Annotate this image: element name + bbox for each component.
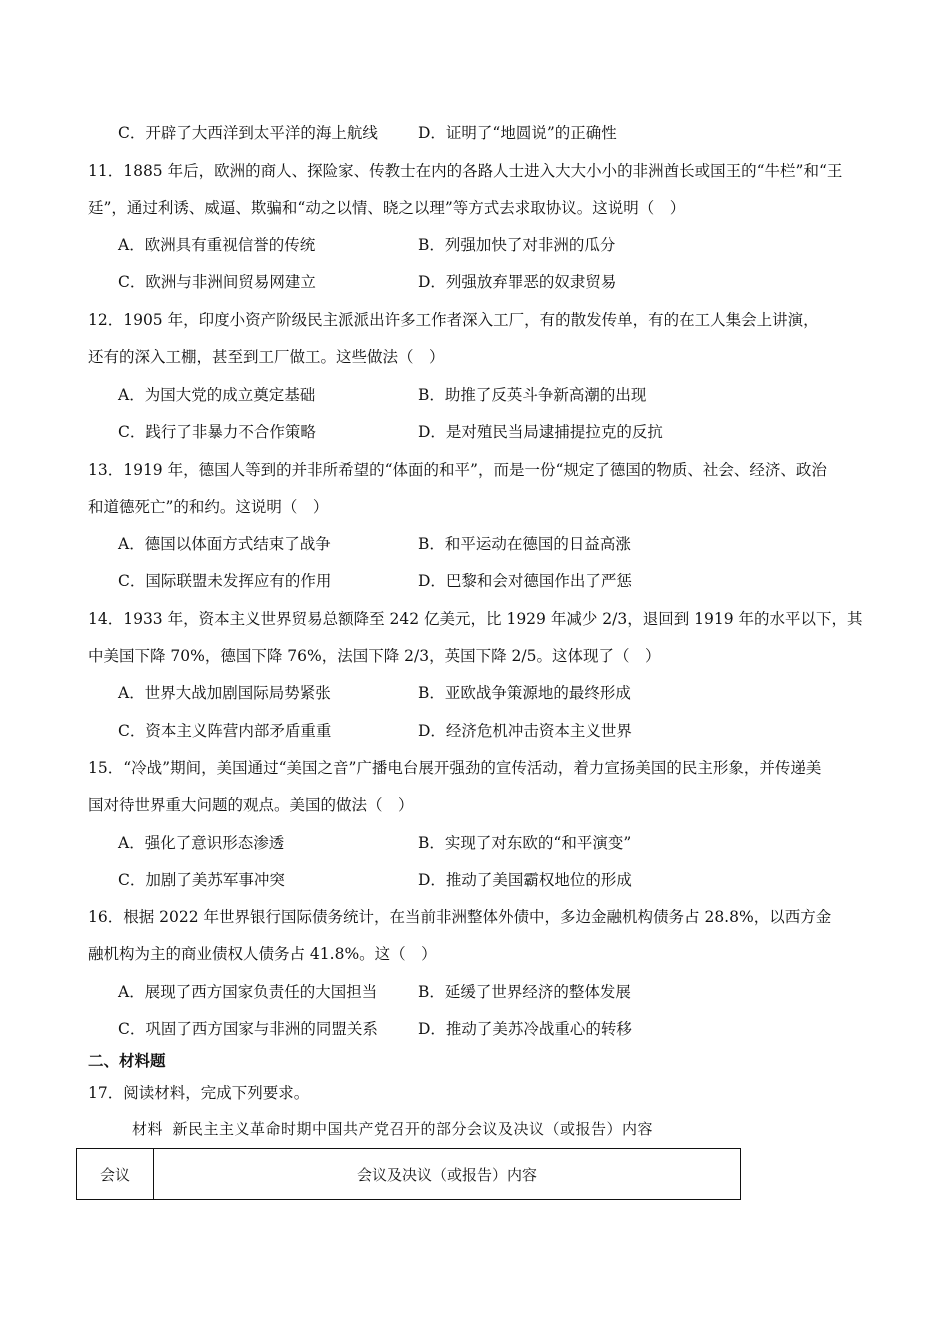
q11-option-d: D．列强放弃罪恶的奴隶贸易	[418, 273, 617, 291]
q14-option-a: A．世界大战加剧国际局势紧张	[118, 684, 331, 702]
q12-stem-line2: 还有的深入工棚，甚至到工厂做工。这些做法（ ）	[88, 348, 445, 366]
section-title: 二、材料题	[88, 1051, 166, 1070]
q17-stem: 17．阅读材料，完成下列要求。	[88, 1084, 310, 1102]
q14-stem-line2: 中美国下降 70%，德国下降 76%，法国下降 2/3，英国下降 2/5。这体现了（ ）	[88, 647, 661, 665]
q13-option-d: D．巴黎和会对德国作出了严惩	[418, 572, 632, 590]
table-header-content: 会议及决议（或报告）内容	[154, 1149, 741, 1200]
q13-option-a: A．德国以体面方式结束了战争	[118, 535, 331, 553]
q16-option-a: A．展现了西方国家负责任的大国担当	[118, 983, 378, 1001]
q13-option-b: B．和平运动在德国的日益高涨	[418, 535, 631, 553]
table-header-meeting: 会议	[77, 1149, 154, 1200]
table-header-row	[77, 1149, 741, 1200]
q15-option-d: D．推动了美国霸权地位的形成	[418, 871, 632, 889]
q13-option-c: C．国际联盟未发挥应有的作用	[118, 572, 332, 590]
q16-stem-line2: 融机构为主的商业债权人债务占 41.8%。这（ ）	[88, 945, 437, 963]
q14-option-c: C．资本主义阵营内部矛盾重重	[118, 722, 332, 740]
q15-option-a: A．强化了意识形态渗透	[118, 834, 285, 852]
q16-option-d: D．推动了美苏冷战重心的转移	[418, 1020, 632, 1038]
material-caption: 材料 新民主主义革命时期中国共产党召开的部分会议及决议（或报告）内容	[132, 1120, 654, 1138]
q16-stem-line1: 16．根据 2022 年世界银行国际债务统计，在当前非洲整体外债中，多边金融机构债务占 28.8%，以西方金	[88, 908, 832, 926]
q16-option-b: B．延缓了世界经济的整体发展	[418, 983, 631, 1001]
q16-option-c: C．巩固了西方国家与非洲的同盟关系	[118, 1020, 378, 1038]
q11-stem-line1: 11．1885 年后，欧洲的商人、探险家、传教士在内的各路人士进入大大小小的非洲酋长或国王的“牛栏”和“王	[88, 162, 843, 180]
q11-option-c: C．欧洲与非洲间贸易网建立	[118, 273, 316, 291]
q15-option-c: C．加剧了美苏军事冲突	[118, 871, 285, 889]
q14-option-b: B．亚欧战争策源地的最终形成	[418, 684, 631, 702]
q12-option-c: C．践行了非暴力不合作策略	[118, 423, 316, 441]
q14-option-d: D．经济危机冲击资本主义世界	[418, 722, 632, 740]
q12-option-b: B．助推了反英斗争新高潮的出现	[418, 386, 647, 404]
q11-option-a: A．欧洲具有重视信誉的传统	[118, 236, 316, 254]
q12-option-a: A．为国大党的成立奠定基础	[118, 386, 316, 404]
q10-option-c: C．开辟了大西洋到太平洋的海上航线	[118, 124, 378, 142]
q11-option-b: B．列强加快了对非洲的瓜分	[418, 236, 616, 254]
q10-option-d: D．证明了“地圆说”的正确性	[418, 124, 617, 142]
q13-stem-line1: 13．1919 年，德国人等到的并非所希望的“体面的和平”，而是一份“规定了德国的物质、社会、经济、政治	[88, 461, 827, 479]
q12-stem-line1: 12．1905 年，印度小资产阶级民主派派出许多工作者深入工厂，有的散发传单，有的在工人集会上讲演，	[88, 311, 819, 329]
material-table	[76, 1148, 741, 1200]
q14-stem-line1: 14．1933 年，资本主义世界贸易总额降至 242 亿美元，比 1929 年减少 2/3，退回到 1919 年的水平以下，其	[88, 610, 863, 628]
q13-stem-line2: 和道德死亡”的和约。这说明（ ）	[88, 498, 329, 516]
q12-option-d: D．是对殖民当局逮捕提拉克的反抗	[418, 423, 663, 441]
q11-stem-line2: 廷”，通过利诱、威逼、欺骗和“动之以情、晓之以理”等方式去求取协议。这说明（ ）	[88, 199, 686, 217]
q15-stem-line2: 国对待世界重大问题的观点。美国的做法（ ）	[88, 796, 414, 814]
q15-stem-line1: 15．“冷战”期间，美国通过“美国之音”广播电台展开强劲的宣传活动，着力宣扬美国的民主形象，并传递美	[88, 759, 822, 777]
q15-option-b: B．实现了对东欧的“和平演变”	[418, 834, 632, 852]
